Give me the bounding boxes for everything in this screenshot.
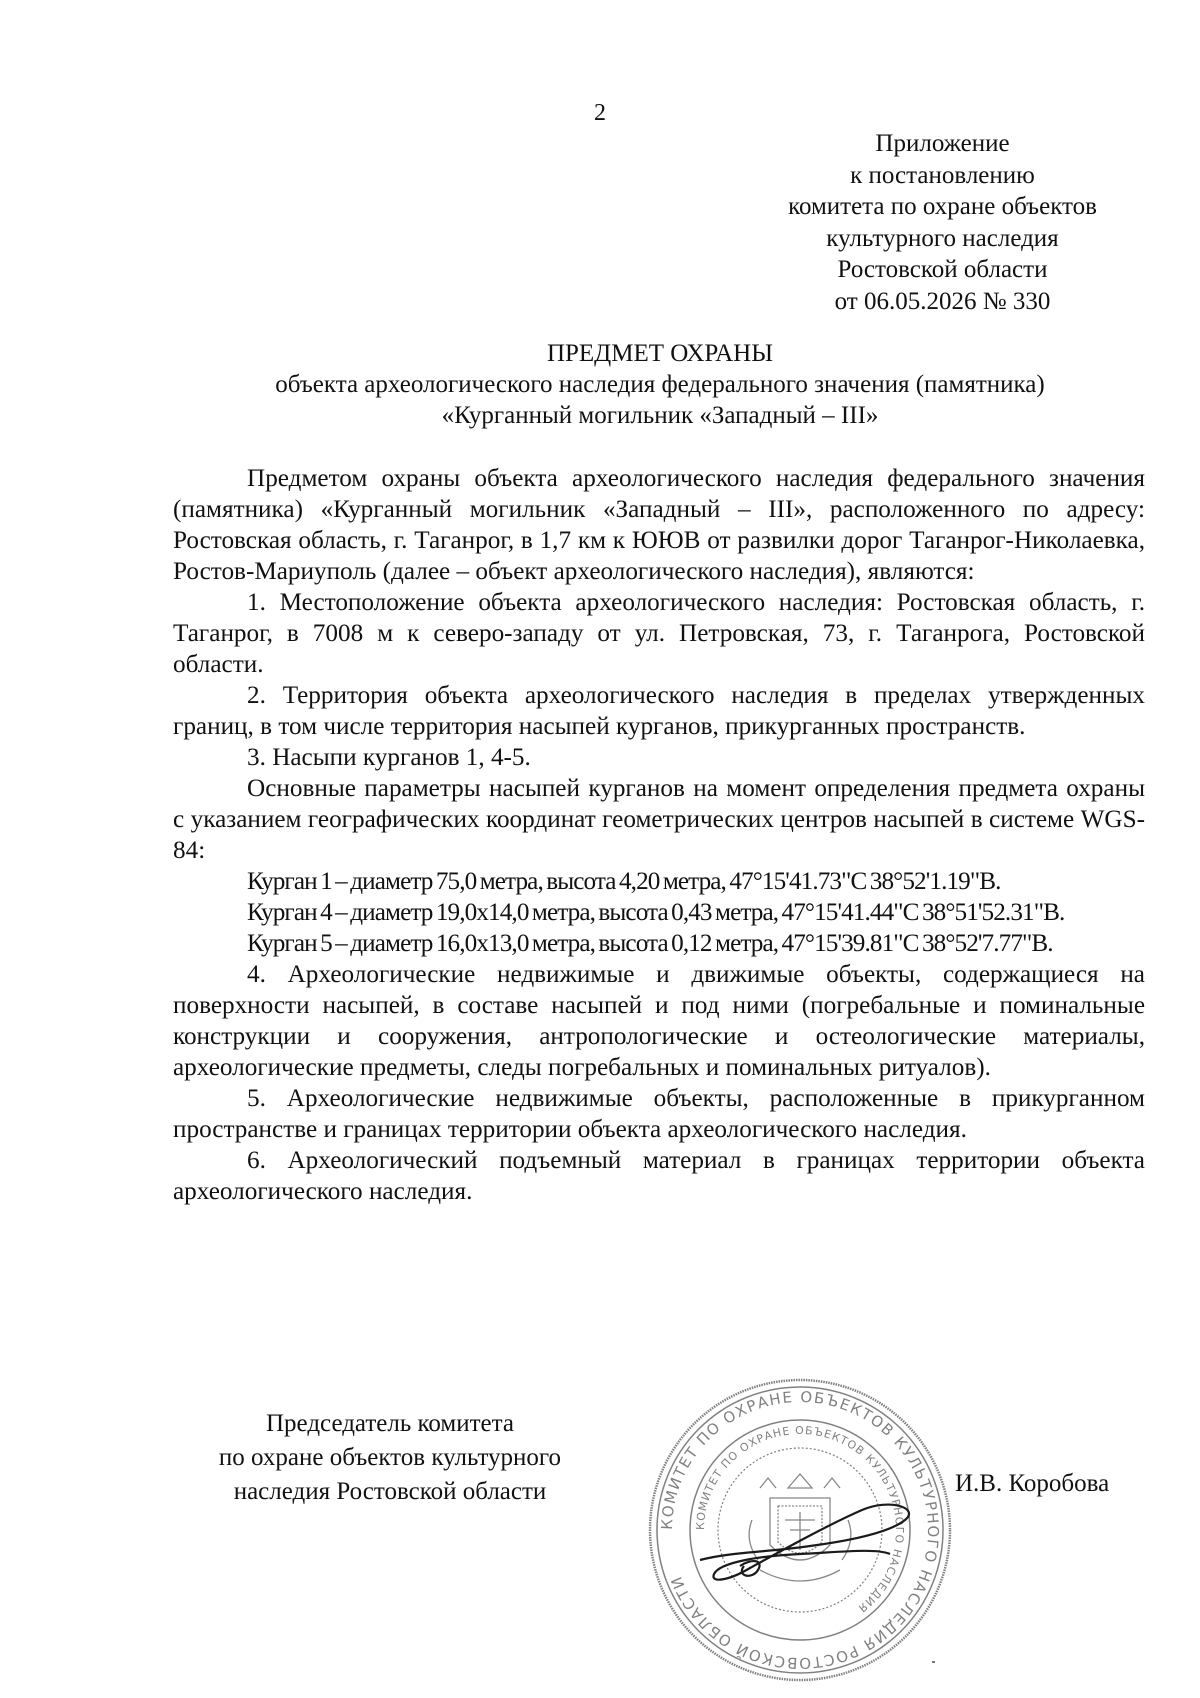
item-mounds: 3. Насыпи курганов 1, 4-5. <box>247 744 531 771</box>
kurgan-4-coordinates: Курган 4 – диаметр 19,0х14,0 метра, высота 0,43 метра, 47°15'41.44"С 38°51'52.31"В. <box>247 899 1065 926</box>
parameters-paragraph: Основные параметры насыпей курганов на момент определения предмета охраны с указанием географических координат геометрических центров насыпей в системе WGS-84: <box>173 775 1145 864</box>
signer-name: И.В. Коробова <box>955 1470 1110 1497</box>
appendix-line: Ростовской области <box>837 256 1048 283</box>
page-mark <box>932 1661 935 1663</box>
signer-position-line: Председатель комитета <box>266 1410 514 1437</box>
appendix-line: комитета по охране объектов <box>788 193 1097 220</box>
intro-paragraph: Предметом охраны объекта археологического наследия федерального значения (памятника) «Курганный могильник «Западный – III», расположенного по адресу: Ростовская область, г. Таганрог, в 1,7 км к ЮЮВ от развилки дорог Таганрог-Николаевка, Ростов-Мариуполь (далее – объект археологического наследия), являются: <box>173 465 1145 585</box>
official-seal-icon <box>640 1370 960 1690</box>
stamp-inner-text: КОМИТЕТ ПО ОХРАНЕ ОБЪЕКТОВ КУЛЬТУРНОГО НАСЛЕДИЯ <box>693 1423 907 1616</box>
document-title: ПРЕДМЕТ ОХРАНЫ <box>546 340 774 367</box>
item-immovable-objects: 5. Археологические недвижимые объекты, расположенные в прикурганном пространстве и границах территории объекта археологического наследия. <box>173 1085 1145 1143</box>
kurgan-1-coordinates: Курган 1 – диаметр 75,0 метра, высота 4,20 метра, 47°15'41.73"С 38°52'1.19"В. <box>247 868 1001 895</box>
stamp-outer-text: КОМИТЕТ ПО ОХРАНЕ ОБЪЕКТОВ КУЛЬТУРНОГО НАСЛЕДИЯ РОСТОВСКОЙ ОБЛАСТИ <box>657 1387 943 1673</box>
appendix-line: культурного наследия <box>826 224 1059 252</box>
appendix-date-number: от 06.05.2026 № 330 <box>834 287 1051 315</box>
signer-position <box>150 1407 630 1509</box>
kurgan-5-coordinates: Курган 5 – диаметр 16,0х13,0 метра, высота 0,12 метра, 47°15'39.81"С 38°52'7.77"В. <box>247 930 1053 957</box>
appendix-line: к постановлению <box>850 161 1035 189</box>
monument-name: «Курганный могильник «Западный – III» <box>441 402 879 429</box>
document-subtitle: объекта археологического наследия федерального значения (памятника) <box>275 371 1045 398</box>
appendix-block <box>740 128 1145 317</box>
coat-of-arms-icon <box>749 1474 851 1581</box>
item-surface-material: 6. Археологический подъемный материал в границах территории объекта археологического наследия. <box>173 1147 1145 1205</box>
signer-position-line: по охране объектов культурного <box>218 1444 562 1471</box>
document-title-block <box>120 338 1200 431</box>
document-body <box>173 463 1145 1207</box>
signer-position-line: наследия Ростовской области <box>233 1478 547 1505</box>
page-number: 2 <box>594 100 606 126</box>
appendix-line: Приложение <box>875 130 1010 157</box>
item-location: 1. Местоположение объекта археологического наследия: Ростовская область, г. Таганрог, в 7008 м к северо-западу от ул. Петровская, 73, г. Таганрога, Ростовской области. <box>173 589 1145 678</box>
item-objects: 4. Археологические недвижимые и движимые объекты, содержащиеся на поверхности насыпей, в составе насыпей и под ними (погребальные и поминальные конструкции и сооружения, антропологические и остеологические материалы, археологические предметы, следы погребальных и поминальных ритуалов). <box>173 961 1145 1081</box>
item-territory: 2. Территория объекта археологического наследия в пределах утвержденных границ, в том числе территория насыпей курганов, прикурганных пространств. <box>173 682 1145 740</box>
handwritten-signature-icon <box>700 1505 909 1580</box>
